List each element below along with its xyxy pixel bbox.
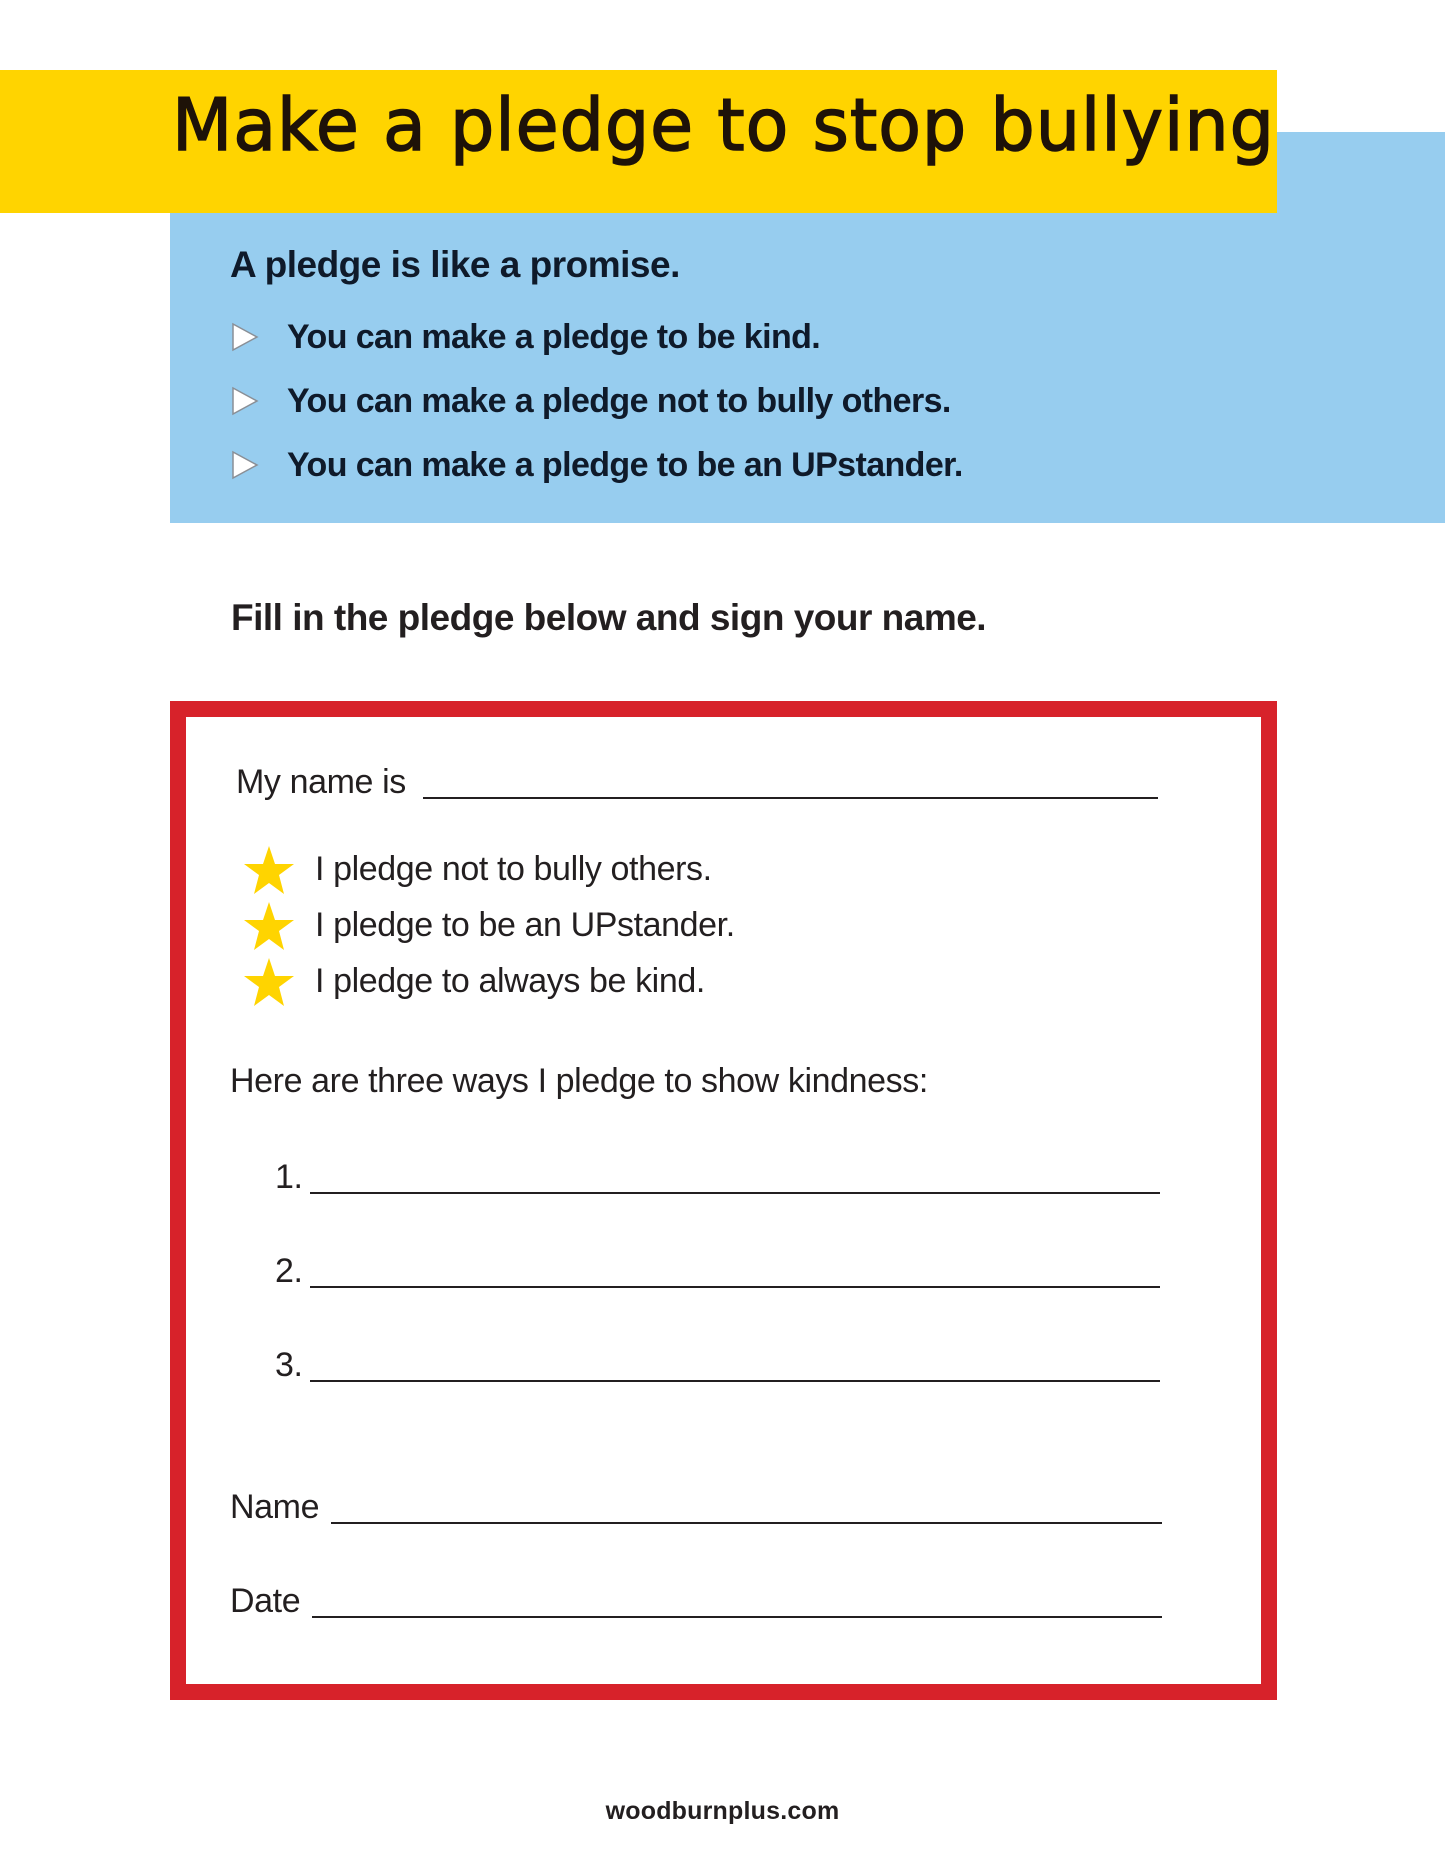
date-field[interactable] [312, 1616, 1162, 1618]
triangle-right-icon [231, 386, 259, 416]
intro-bullet [231, 381, 951, 421]
kindness-item-number: 1. [275, 1158, 303, 1196]
pledge-item-text: I pledge to always be kind. [315, 962, 705, 1000]
kindness-item-field[interactable] [310, 1192, 1160, 1194]
intro-bullet-text: You can make a pledge to be an UPstander. [287, 446, 963, 484]
intro-bullet-text: You can make a pledge not to bully others. [287, 382, 951, 420]
intro-heading: A pledge is like a promise. [230, 244, 680, 285]
star-icon [243, 957, 295, 1007]
footer-website: woodburnplus.com [605, 1797, 840, 1825]
signature-label: Name [230, 1488, 320, 1526]
intro-bullet [231, 317, 821, 357]
date-label: Date [230, 1582, 301, 1620]
pledge-item-text: I pledge not to bully others. [315, 850, 712, 888]
triangle-right-icon [231, 450, 259, 480]
signature-field[interactable] [331, 1522, 1162, 1524]
pledge-item-text: I pledge to be an UPstander. [315, 906, 735, 944]
kindness-item-field[interactable] [310, 1286, 1160, 1288]
kindness-item-field[interactable] [310, 1380, 1160, 1382]
name-intro-field[interactable] [423, 797, 1158, 799]
intro-bullet [231, 445, 963, 485]
triangle-right-icon [231, 322, 259, 352]
star-icon [243, 845, 295, 895]
kindness-prompt: Here are three ways I pledge to show kindness: [230, 1062, 928, 1100]
instruction-text: Fill in the pledge below and sign your name. [231, 597, 987, 638]
kindness-item-number: 3. [275, 1346, 303, 1384]
kindness-item-number: 2. [275, 1252, 303, 1290]
star-icon [243, 901, 295, 951]
name-intro-label: My name is [236, 763, 406, 801]
page-title: Make a pledge to stop bullying [172, 83, 1275, 167]
intro-bullet-text: You can make a pledge to be kind. [287, 318, 821, 356]
